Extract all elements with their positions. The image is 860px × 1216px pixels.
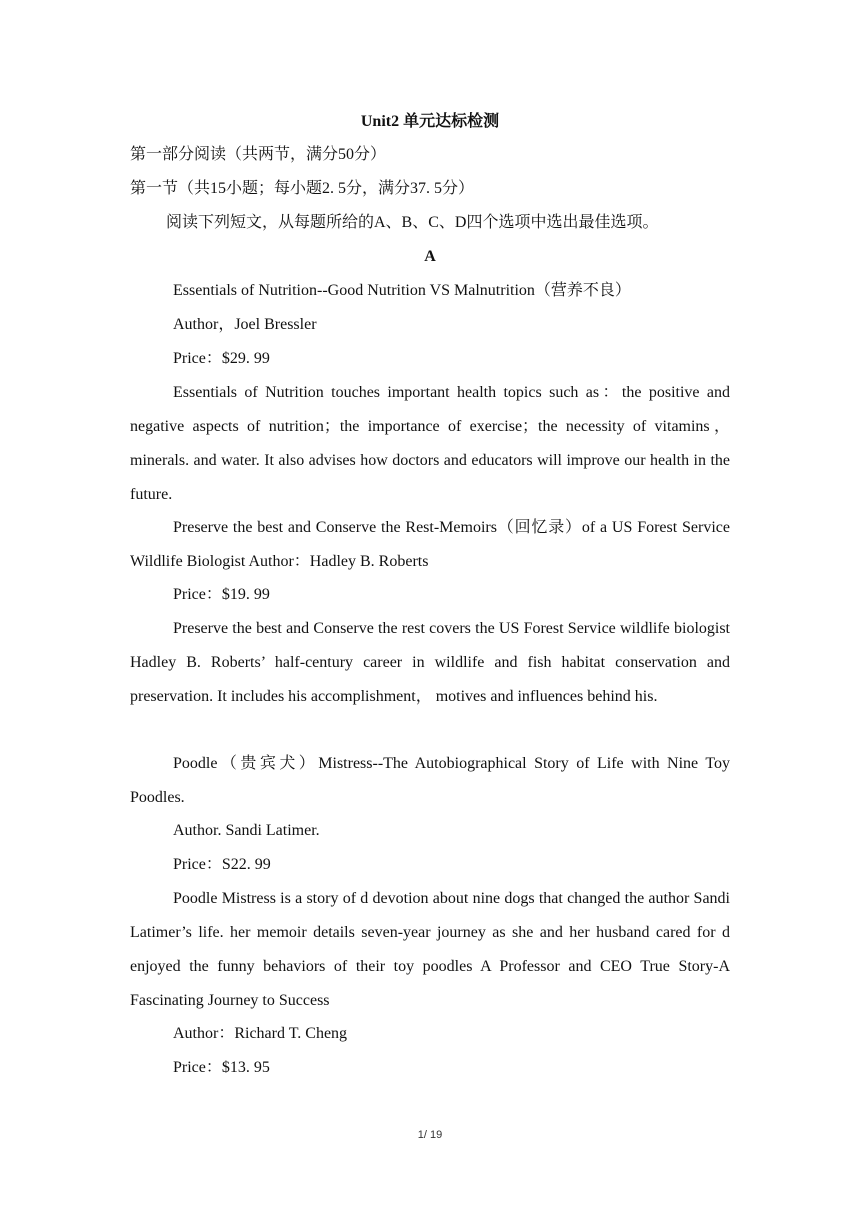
part-heading: 第一部分阅读（共两节，满分50分） bbox=[130, 146, 387, 163]
section-heading: 第一节（共15小题；每小题2. 5分，满分37. 5分） bbox=[130, 180, 475, 197]
book1-title: Essentials of Nutrition--Good Nutrition VS Malnutrition（营养不良） bbox=[173, 282, 631, 299]
book3-description: Poodle Mistress is a story of d devotion about nine dogs that changed the author Sandi Latimer’s life. her memoir details seven-year journey as she and her husband cared for d enjoyed the funny behaviors of their toy poodles A Professor and CEO True Story-A Fascinating Journey to Success bbox=[130, 890, 730, 1009]
book2-price: Price：$19. 99 bbox=[173, 586, 270, 603]
book4-price: Price：$13. 95 bbox=[173, 1059, 270, 1076]
instruction-text: 阅读下列短文，从每题所给的A、B、C、D四个选项中选出最佳选项。 bbox=[166, 214, 659, 231]
book3-author: Author. Sandi Latimer. bbox=[173, 822, 320, 839]
book1-description: Essentials of Nutrition touches important health topics such as：the positive and negative aspects of nutrition；the importance of exercise；the necessity of vitamins，minerals. and water. It also advises how doctors and educators will improve our health in the future. bbox=[130, 384, 730, 503]
book4-author: Author：Richard T. Cheng bbox=[173, 1025, 348, 1042]
book3-title: Poodle（贵宾犬）Mistress--The Autobiographical Story of Life with Nine Toy Poodles. bbox=[130, 755, 730, 806]
book3-price: Price：S22. 99 bbox=[173, 856, 271, 873]
book1-author: Author，Joel Bressler bbox=[173, 316, 317, 333]
document-title: Unit2 单元达标检测 bbox=[360, 113, 500, 130]
book1-price: Price：$29. 99 bbox=[173, 350, 270, 367]
book2-title-author: Preserve the best and Conserve the Rest-Memoirs（回忆录）of a US Forest Service Wildlife Biologist Author：Hadley B. Roberts bbox=[130, 519, 730, 570]
page-number: 1/ 19 bbox=[417, 1129, 443, 1141]
passage-label: A bbox=[424, 248, 436, 265]
book2-description: Preserve the best and Conserve the rest covers the US Forest Service wildlife biologist Hadley B. Roberts’ half-century career in wildlife and fish habitat conservation and preservation. It includes his accomplishment， motives and influences behind his. bbox=[130, 620, 730, 705]
